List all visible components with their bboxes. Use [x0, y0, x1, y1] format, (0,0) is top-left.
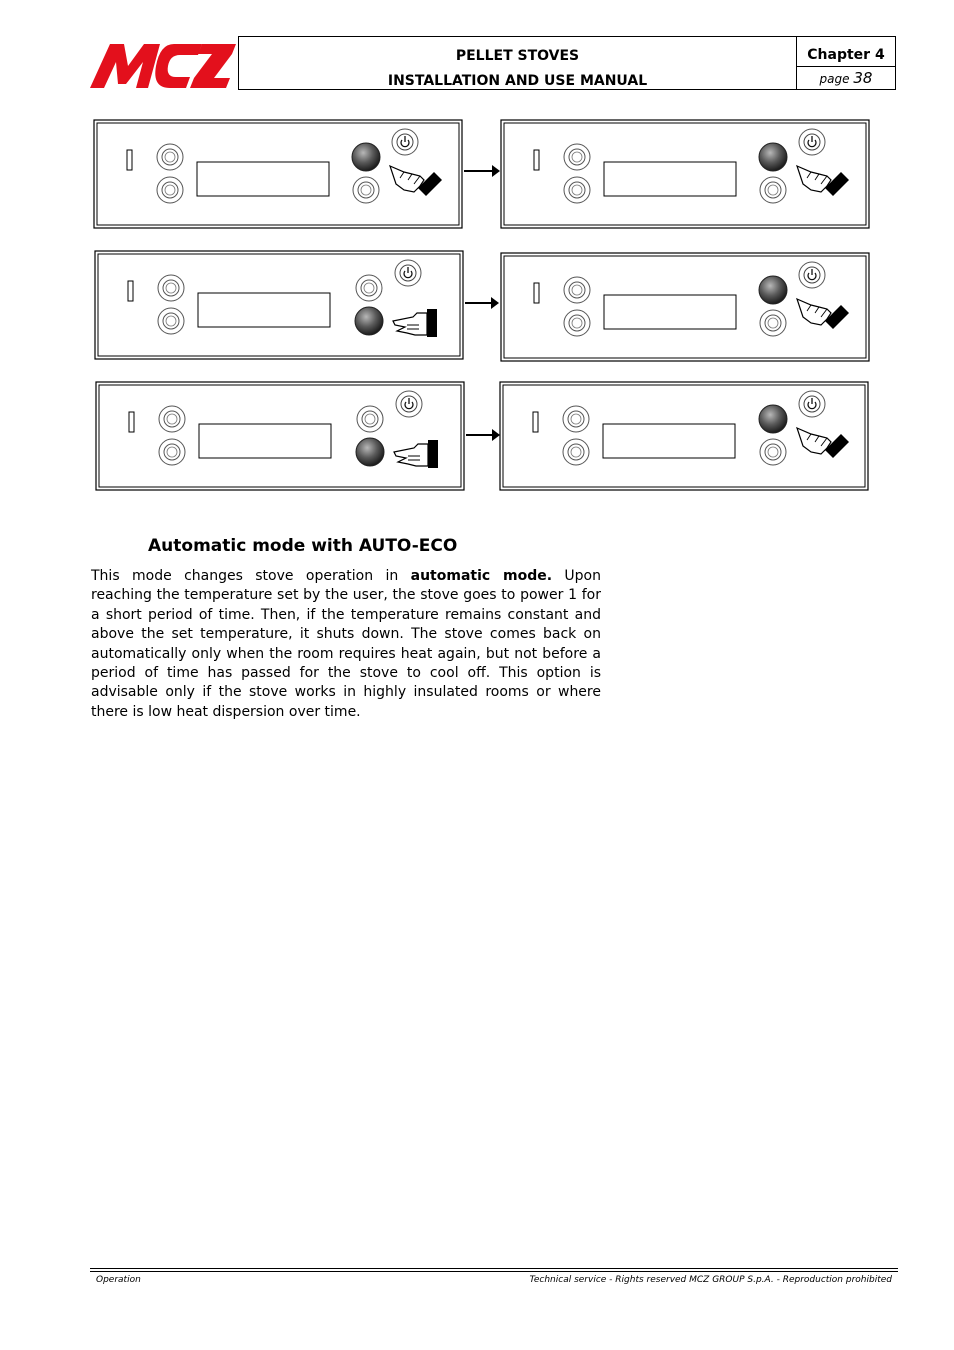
- footer-copyright: Technical service - Rights reserved MCZ GROUP S.p.A. - Reproduction prohibited: [529, 1275, 892, 1285]
- section-paragraph: [91, 567, 601, 722]
- panel-step2-right: [501, 253, 869, 361]
- section-heading: Automatic mode with AUTO-ECO: [148, 536, 458, 556]
- paragraph-text-start: This mode changes stove operation in: [91, 568, 411, 584]
- footer-divider: [90, 1268, 898, 1269]
- arrow-right-icon: [464, 165, 500, 177]
- paragraph-text-end: Upon reaching the temperature set by the user, the stove goes to power 1 for a short period of time. Then, if the temperature remains constant and above the set temperature, it shuts down. The stove comes back on automatically only when the room requires heat again, but not before a period of time has passed for the stove to cool off. This option is advisable only if the stove works in highly insulated rooms or where there is low heat dispersion over time.: [91, 568, 601, 720]
- arrow-right-icon: [465, 297, 499, 309]
- header-table: [238, 36, 896, 90]
- panel-step1-left: [94, 120, 462, 228]
- header-title: [239, 37, 797, 89]
- panel-step3-right: [500, 382, 868, 490]
- control-panel-diagram: [90, 115, 874, 495]
- footer-divider: [90, 1271, 898, 1272]
- footer-section-label: Operation: [96, 1275, 141, 1285]
- page-indicator: [797, 67, 895, 89]
- paragraph-emphasis: automatic mode.: [410, 568, 553, 584]
- title-line2: INSTALLATION AND USE MANUAL: [387, 73, 648, 89]
- panel-step2-left: [95, 251, 463, 359]
- chapter-label: Chapter 4: [797, 37, 895, 67]
- panel-step3-left: [96, 382, 464, 490]
- title-line1: PELLET STOVES: [455, 48, 580, 64]
- arrow-right-icon: [466, 429, 500, 441]
- mcz-logo: [90, 40, 236, 88]
- panel-step1-right: [501, 120, 869, 228]
- page-number: 38: [853, 69, 873, 87]
- page-label: page: [819, 72, 850, 86]
